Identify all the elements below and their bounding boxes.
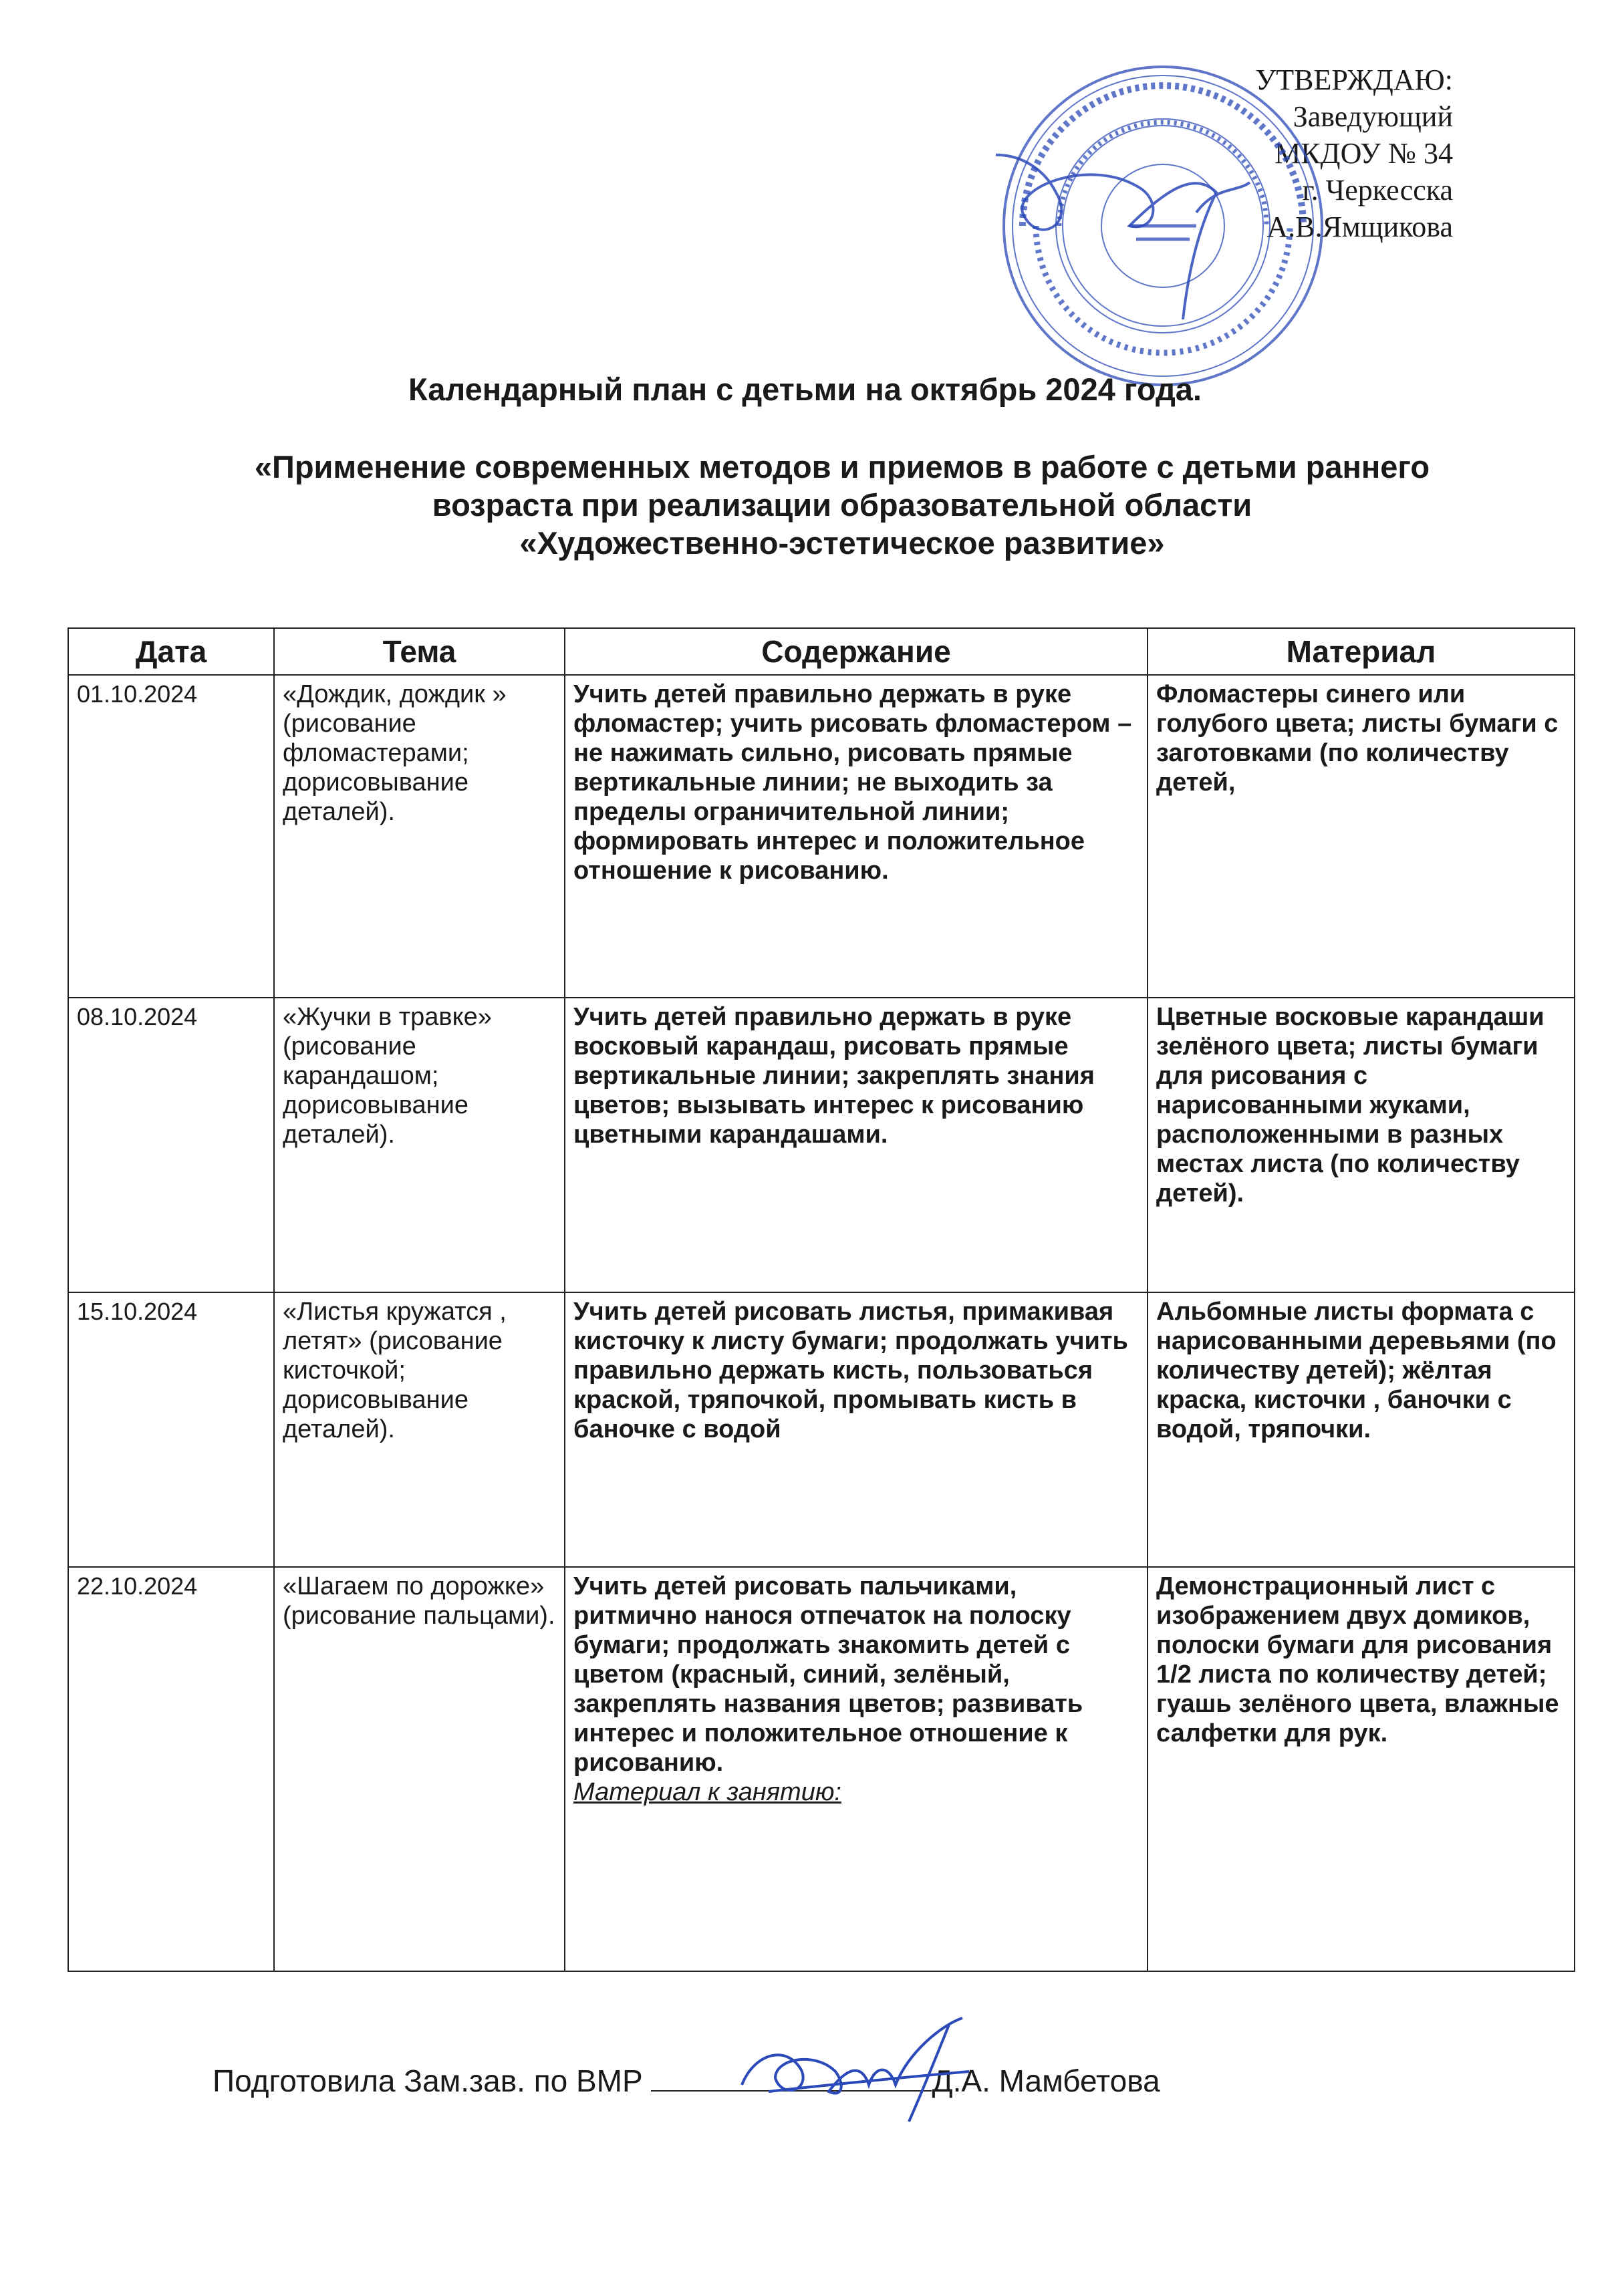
header-material: Материал [1148,628,1575,675]
prepared-label: Подготовила Зам.зав. по ВМР [213,2063,643,2098]
cell-material: Цветные восковые карандаши зелёного цвета; листы бумаги для рисования с нарисованными жуками, расположенными в разных местах листа (по количеству детей). [1148,998,1575,1292]
cell-material: Демонстрационный лист с изображением двух домиков, полоски бумаги для рисования 1/2 листа по количеству детей; гуашь зелёного цвета, влажные салфетки для рук. [1148,1567,1575,1971]
page-title: Календарный план с детьми на октябрь 2024 года. [408,372,1202,407]
cell-content: Учить детей правильно держать в руке фломастер; учить рисовать фломастером – не нажимать сильно, рисовать прямые вертикальные линии; не выходить за пределы ограничительной линии; формировать интерес и положительное отношение к рисованию. [565,675,1148,998]
official-stamp [996,59,1330,393]
prepared-name: Д.А. Мамбетова [932,2063,1160,2098]
cell-material: Альбомные листы формата с нарисованными деревьями (по количеству детей); жёлтая краска, кисточки , баночки с водой, тряпочки. [1148,1292,1575,1567]
cell-content: Учить детей правильно держать в руке восковый карандаш, рисовать прямые вертикальные линии; закреплять знания цветов; вызывать интерес к рисованию цветными карандашами. [565,998,1148,1292]
table-row [68,675,1575,998]
calendar-plan-table [68,627,1575,1972]
approval-line: УТВЕРЖДАЮ: [1255,63,1453,96]
table-header-row [68,628,1575,675]
material-note: Материал к занятию: [573,1778,841,1806]
cell-content-text: Учить детей рисовать пальчиками, ритмично нанося отпечаток на полоску бумаги; продолжать знакомить детей с цветом (красный, синий, зелёный, закреплять названия цветов; развивать интерес и положительное отношение к рисованию. [573,1572,1083,1777]
header-date: Дата [68,628,274,675]
subtitle-line: возраста при реализации образовательной области [432,487,1252,523]
cell-theme: «Дождик, дождик » (рисование фломастерами; дорисовывание деталей). [274,675,565,998]
approval-line: А.В.Ямщикова [1266,210,1453,243]
cell-date: 08.10.2024 [68,998,274,1292]
cell-theme: «Шагаем по дорожке» (рисование пальцами). [274,1567,565,1971]
table-row [68,1292,1575,1567]
cell-content: Учить детей рисовать листья, примакивая кисточку к листу бумаги; продолжать учить правильно держать кисть, пользоваться краской, тряпочкой, промывать кисть в баночке с водой [565,1292,1148,1567]
header-content: Содержание [565,628,1148,675]
handwritten-signature [728,2011,982,2125]
cell-material: Фломастеры синего или голубого цвета; листы бумаги с заготовками (по количеству детей, [1148,675,1575,998]
cell-theme: «Листья кружатся , летят» (рисование кисточкой; дорисовывание деталей). [274,1292,565,1567]
subtitle-line: «Художественно-эстетическое развитие» [519,525,1165,561]
cell-date: 15.10.2024 [68,1292,274,1567]
subtitle-line: «Применение современных методов и приемов в работе с детьми раннего [254,449,1430,484]
cell-content [565,1567,1148,1971]
cell-theme: «Жучки в травке» (рисование карандашом; дорисовывание деталей). [274,998,565,1292]
table-row [68,1567,1575,1971]
approval-line: Заведующий [1293,100,1453,133]
table-row [68,998,1575,1292]
cell-date: 01.10.2024 [68,675,274,998]
approval-line: г. Черкесска [1302,174,1453,206]
prepared-by [213,2063,1160,2099]
header-theme: Тема [274,628,565,675]
cell-date: 22.10.2024 [68,1567,274,1971]
page-subtitle [107,448,1577,562]
approval-line: МКДОУ № 34 [1274,137,1453,170]
